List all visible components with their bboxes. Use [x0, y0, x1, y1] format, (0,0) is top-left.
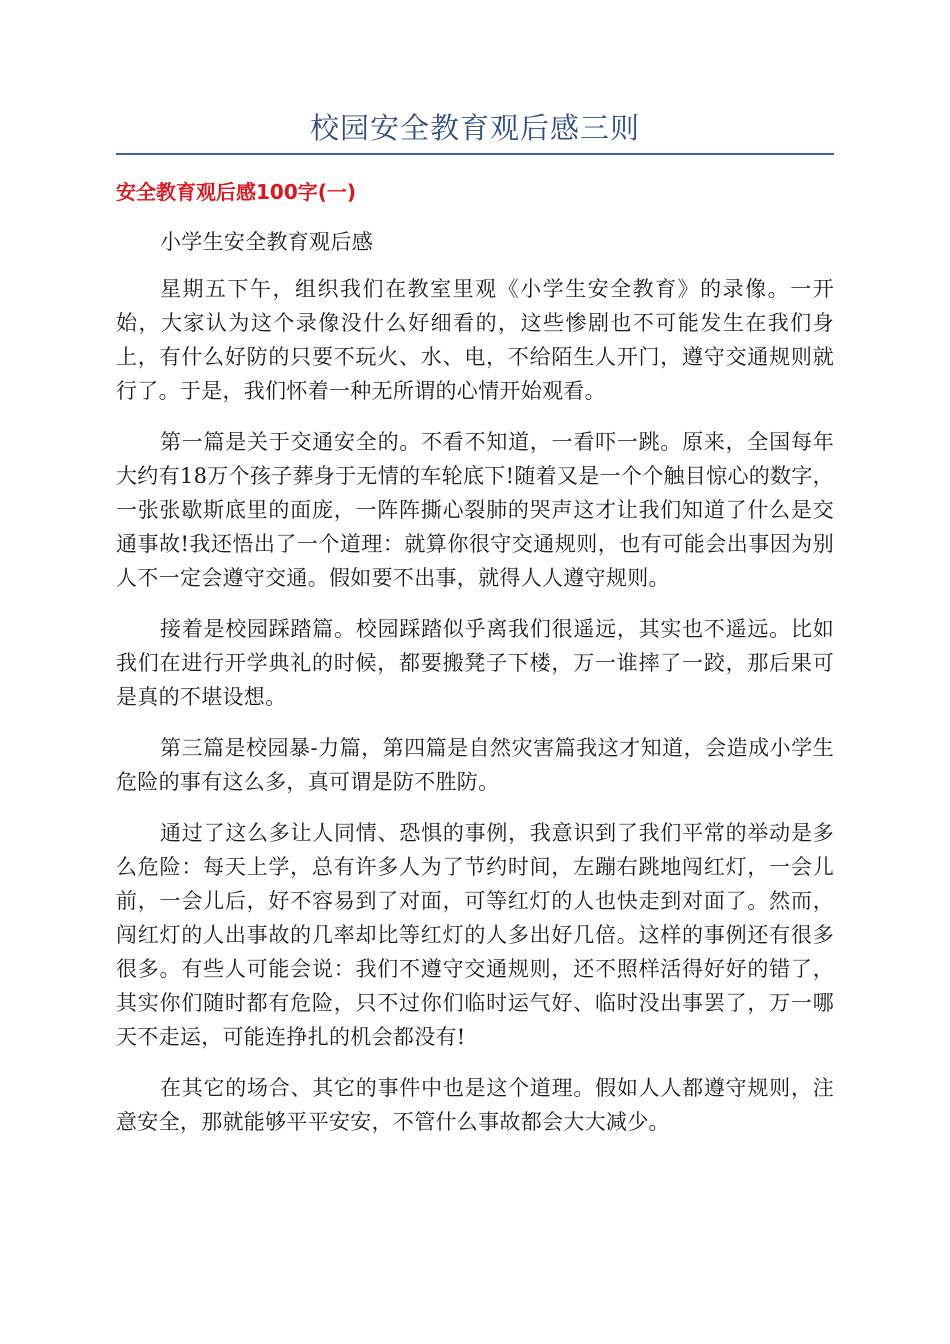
paragraph-5: 通过了这么多让人同情、恐惧的事例，我意识到了我们平常的举动是多么危险：每天上学，总有许多人为了节约时间，左蹦右跳地闯红灯，一会儿前，一会儿后，好不容易到了对面，可等红灯的人也快走到对面了。然而，闯红灯的人出事故的几率却比等红灯的人多出好几倍。这样的事例还有很多很多。有些人可能会说：我们不遵守交通规则，还不照样活得好好的错了，其实你们随时都有危险，只不过你们临时运气好、临时没出事罢了，万一哪天不走运，可能连挣扎的机会都没有! [116, 821, 834, 1049]
document-title: 校园安全教育观后感三则 [309, 111, 640, 145]
paragraph-1: 星期五下午，组织我们在教室里观《小学生安全教育》的录像。一开始，大家认为这个录像没什么好细看的，这些惨剧也不可能发生在我们身上，有什么好防的只要不玩火、水、电，不给陌生人开门，遵守交通规则就行了。于是，我们怀着一种无所谓的心情开始观看。 [116, 277, 834, 403]
paragraph-4: 第三篇是校园暴-力篇，第四篇是自然灾害篇我这才知道，会造成小学生危险的事有这么多，真可谓是防不胜防。 [116, 736, 834, 794]
title-underline [116, 153, 834, 155]
essay-subtitle: 小学生安全教育观后感 [160, 230, 373, 254]
paragraph-3: 接着是校园踩踏篇。校园踩踏似乎离我们很遥远，其实也不遥远。比如我们在进行开学典礼的时候，都要搬凳子下楼，万一谁摔了一跤，那后果可是真的不堪设想。 [116, 617, 834, 709]
document-body [116, 225, 834, 1156]
paragraph-6: 在其它的场合、其它的事件中也是这个道理。假如人人都遵守规则，注意安全，那就能够平平安安，不管什么事故都会大大减少。 [116, 1076, 834, 1134]
section-heading: 安全教育观后感100字(一) [116, 180, 357, 204]
paragraph-2: 第一篇是关于交通安全的。不看不知道，一看吓一跳。原来，全国每年大约有18万个孩子葬身于无情的车轮底下!随着又是一个个触目惊心的数字，一张张歇斯底里的面庞，一阵阵撕心裂肺的哭声这才让我们知道了什么是交通事故!我还悟出了一个道理：就算你很守交通规则，也有可能会出事因为别人不一定会遵守交通。假如要不出事，就得人人遵守规则。 [116, 430, 834, 590]
